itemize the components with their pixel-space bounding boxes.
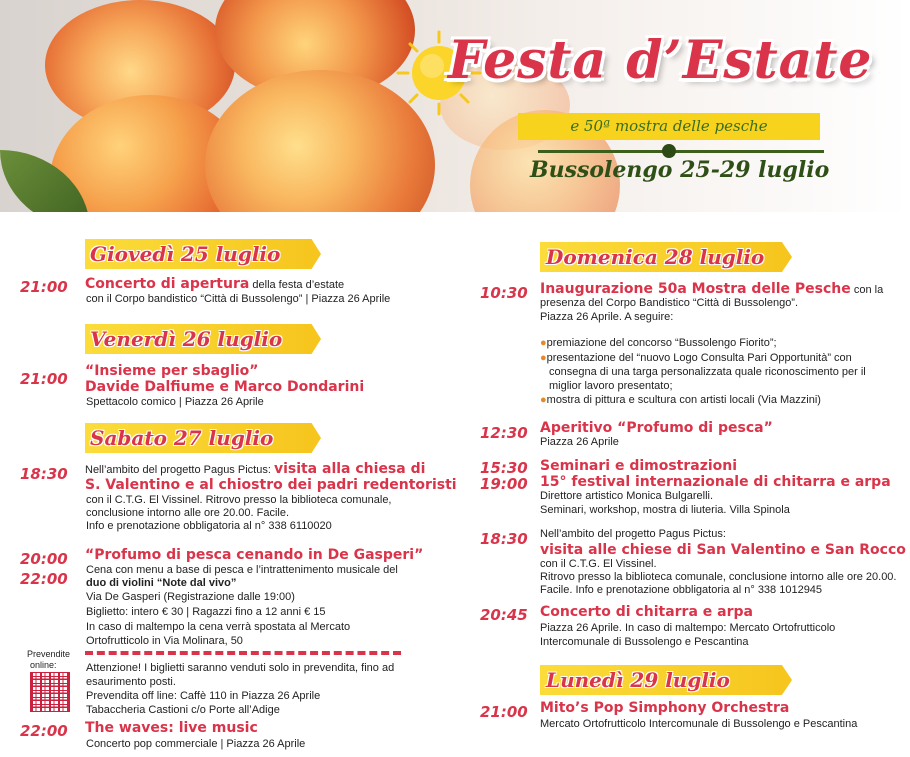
event-title [85,461,425,478]
event-time: 18:30 [480,530,528,548]
presale-note: esaurimento posti. [86,676,176,688]
event-time: 20:00 [20,550,68,568]
bullet-item [540,394,821,407]
event-detail: Info e prenotazione obbligatoria al n° 338 6110020 [86,520,332,532]
presale-offline: Prevendita off line: Caffè 110 in Piazza 26 Aprile [86,690,321,702]
event-detail: con il C.T.G. El Vissinel. Ritrovo presso la biblioteca comunale, [86,494,392,506]
event-detail: Piazza 26 Aprile. A seguire: [540,311,674,323]
event-title: The waves: live music [85,720,258,736]
place-date: Bussolengo 25-29 luglio [530,157,830,183]
event-detail: Mercato Ortofrutticolo Intercomunale di Bussolengo e Pescantina [540,718,858,730]
bullet-icon: ● [540,394,547,406]
event-time: 21:00 [20,370,68,388]
event-time: 22:00 [20,722,68,740]
event-detail: Ortofrutticolo in Via Molinara, 50 [86,635,243,647]
event-title-line2: S. Valentino e al chiostro dei padri redentoristi [85,477,457,493]
event-detail: Ritrovo presso la biblioteca comunale, conclusione intorno alle ore 20.00. [540,571,897,583]
event-title-suffix: della festa d’estate [249,279,345,291]
bullet-item [540,352,852,365]
event-time: 19:00 [480,475,528,493]
event-time: 10:30 [480,284,528,302]
event-prefix: Nell’ambito del progetto Pagus Pictus: [85,464,274,476]
event-detail: duo di violini “Note dal vivo” [86,577,237,589]
festival-subtitle: e 50ª mostra delle pesche [570,117,768,135]
event-detail: Concerto pop commerciale | Piazza 26 Aprile [86,738,306,750]
event-title-text: visita alla chiesa di [273,461,426,477]
festival-title: Festa d’Estate [448,30,873,91]
bullet-continued: consegna di una targa personalizzata quale riconoscimento per il [549,366,866,378]
event-performers: Davide Dalfiume e Marco Dondarini [85,379,365,395]
day-title-saturday: Sabato 27 luglio [90,426,274,450]
event-detail: Direttore artistico Monica Bulgarelli. [540,490,714,502]
bullet-text: presentazione del “nuovo Logo Consulta Pari Opportunità” con [546,352,852,364]
event-title: Aperitivo “Profumo di pesca” [540,420,773,436]
bullet-text: mostra di pittura e scultura con artisti locali (Via Mazzini) [546,394,821,406]
day-title-sunday: Domenica 28 luglio [546,245,765,269]
event-title-text: Inaugurazione 50a Mostra delle Pesche [540,281,851,297]
event-title: “Profumo di pesca cenando in De Gasperi” [85,547,424,563]
event-title [85,276,344,293]
event-detail: conclusione intorno alle ore 20.00. Facile. [86,507,290,519]
event-title: Seminari e dimostrazioni [540,458,738,474]
event-prefix: Nell’ambito del progetto Pagus Pictus: [540,528,726,540]
event-title: “Insieme per sbaglio” [85,363,259,379]
bullet-icon: ● [540,337,547,349]
bullet-text: premiazione del concorso “Bussolengo Fiorito”; [546,337,777,349]
event-title: visita alle chiese di San Valentino e San Rocco [540,542,906,558]
event-title [540,281,883,298]
event-time: 20:45 [480,606,528,624]
presale-label: online: [30,660,57,670]
event-detail: Cena con menu a base di pesca e l’intrattenimento musicale del [86,564,398,576]
divider-dot [662,144,676,158]
event-detail: Facile. Info e prenotazione obbligatoria al n° 338 1012945 [540,584,823,596]
event-detail: presenza del Corpo Bandistico “Città di Bussolengo”. [540,297,799,309]
event-time: 21:00 [20,278,68,296]
event-title-text: Concerto di apertura [85,276,250,292]
day-title-friday: Venerdì 26 luglio [90,327,283,351]
event-detail: In caso di maltempo la cena verrà spostata al Mercato [86,621,351,633]
bullet-icon: ● [540,352,547,364]
event-detail: Piazza 26 Aprile [540,436,619,448]
event-title-line2: 15° festival internazionale di chitarra e arpa [540,474,891,490]
event-detail: Intercomunale di Bussolengo e Pescantina [540,636,749,648]
event-title: Concerto di chitarra e arpa [540,604,753,620]
event-detail: con il C.T.G. El Vissinel. [540,558,657,570]
event-time: 18:30 [20,465,68,483]
event-title-suffix: con la [850,284,884,296]
day-title-thursday: Giovedì 25 luglio [90,242,281,266]
event-detail: Spettacolo comico | Piazza 26 Aprile [86,396,264,408]
header-banner [0,0,910,212]
event-detail: Via De Gasperi (Registrazione dalle 19:00) [86,591,295,603]
event-detail: con il Corpo bandistico “Città di Bussolengo” | Piazza 26 Aprile [86,293,391,305]
presale-offline: Tabaccheria Castioni c/o Porte all’Adige [86,704,280,716]
divider [538,150,824,153]
ticket-prices: Biglietto: intero € 30 | Ragazzi fino a 12 anni € 15 [86,606,326,618]
event-time: 22:00 [20,570,68,588]
event-detail: Piazza 26 Aprile. In caso di maltempo: Mercato Ortofrutticolo [540,622,836,634]
event-time: 12:30 [480,424,528,442]
qr-code[interactable] [31,673,69,711]
bullet-item [540,337,777,350]
event-detail: Seminari, workshop, mostra di liuteria. Villa Spinola [540,504,790,516]
day-title-monday: Lunedì 29 luglio [546,668,730,692]
event-time: 21:00 [480,703,528,721]
presale-label: Prevendite [27,649,71,659]
presale-note: Attenzione! I biglietti saranno venduti solo in prevendita, fino ad [86,662,395,674]
dashed-divider [85,651,401,655]
event-time: 15:30 [480,459,528,477]
event-title: Mito’s Pop Simphony Orchestra [540,700,790,716]
bullet-continued: miglior lavoro presentato; [549,380,673,392]
